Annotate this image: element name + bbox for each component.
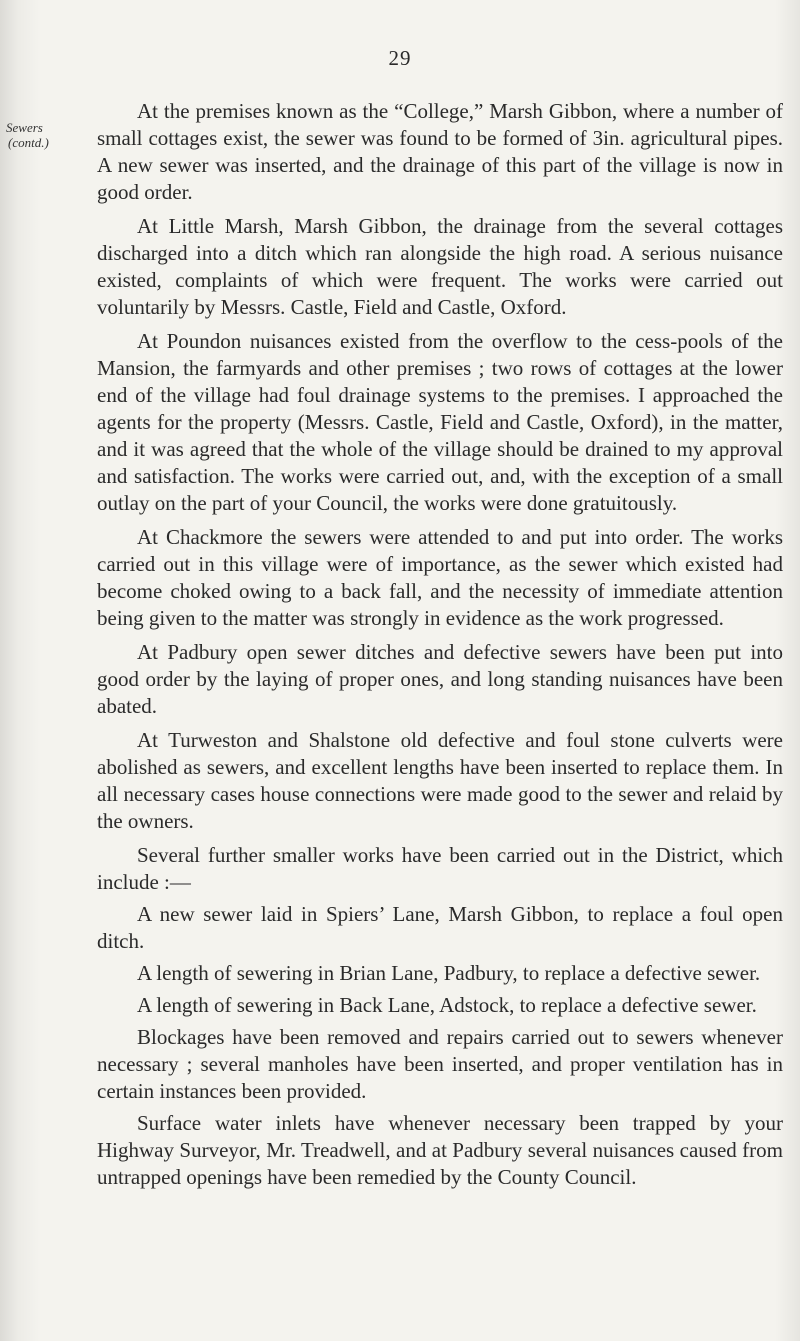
body-text — [97, 98, 783, 1196]
paragraph-blockages: Blockages have been removed and repairs carried out to sewers whenever necessary ; several manholes have been inserted, and proper ventilation has in certain instances been provided. — [97, 1025, 783, 1103]
paragraph-further-works: Several further smaller works have been carried out in the District, which include :— — [97, 843, 783, 894]
margin-note-continued: (contd.) — [8, 135, 49, 150]
paragraph-turweston: At Turweston and Shalstone old defective and foul stone culverts were abolished as sewers, and excellent lengths have been inserted to replace them. In all necessary cases house connections were made good to the sewer and relaid by the owners. — [97, 728, 783, 833]
paragraph-surface-water: Surface water inlets have whenever necessary been trapped by your Highway Surveyor, Mr. Treadwell, and at Padbury several nuisances caused from untrapped openings have been remedied by the County Council. — [97, 1111, 783, 1189]
paragraph-brian-lane: A length of sewering in Brian Lane, Padbury, to replace a defective sewer. — [137, 961, 761, 985]
paragraph-chackmore: At Chackmore the sewers were attended to and put into order. The works carried out in this village were of importance, as the sewer which existed had become choked owing to a back fall, and the necessity of immediate attention being given to the matter was strongly in evidence as the work progressed. — [97, 525, 783, 630]
paragraph-college: At the premises known as the “College,” Marsh Gibbon, where a number of small cottages exist, the sewer was found to be formed of 3in. agricultural pipes. A new sewer was inserted, and the drainage of this part of the village is now in good order. — [97, 99, 783, 204]
paragraph-little-marsh: At Little Marsh, Marsh Gibbon, the drainage from the several cottages discharged into a ditch which ran alongside the high road. A serious nuisance existed, complaints of which were frequent. The works were carried out voluntarily by Messrs. Castle, Field and Castle, Oxford. — [97, 214, 783, 319]
paragraph-poundon: At Poundon nuisances existed from the overflow to the cess-pools of the Mansion, the farmyards and other premises ; two rows of cottages at the lower end of the village had foul drainage systems to the premises. I approached the agents for the property (Messrs. Castle, Field and Castle, Oxford), in the matter, and it was agreed that the whole of the village should be drained to my approval and satisfaction. The works were carried out, and, with the exception of a small outlay on the part of your Council, the works were done gratuitously. — [97, 329, 783, 515]
paragraph-spiers-lane: A new sewer laid in Spiers’ Lane, Marsh Gibbon, to replace a foul open ditch. — [97, 902, 783, 953]
margin-note-title: Sewers — [6, 120, 43, 135]
paragraph-padbury: At Padbury open sewer ditches and defective sewers have been put into good order by the laying of proper ones, and long standing nuisances have been abated. — [97, 640, 783, 718]
margin-note — [6, 120, 49, 150]
page-number: 29 — [388, 46, 412, 70]
paragraph-back-lane: A length of sewering in Back Lane, Adstock, to replace a defective sewer. — [137, 993, 757, 1017]
